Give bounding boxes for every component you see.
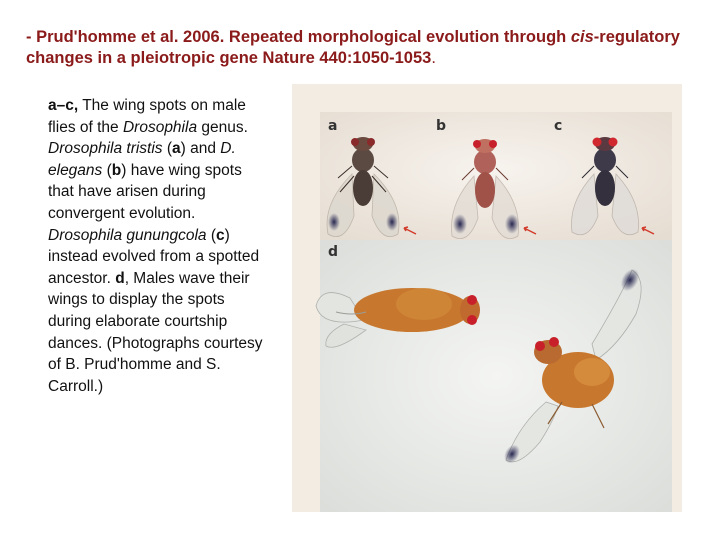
panel-label-a: a — [328, 118, 338, 134]
caption-text: ( — [162, 140, 173, 158]
caption-text: ( — [206, 226, 217, 244]
caption-text: ( — [102, 161, 112, 179]
title-period: . — [431, 49, 436, 67]
caption-label-c: c — [216, 226, 225, 244]
slide-title — [26, 27, 706, 69]
figure-caption — [48, 95, 263, 397]
panel-label-b: b — [436, 118, 447, 134]
caption-text: , Males wave their wings to display the spots during elaborate courtship dances. (Photographs courtesy of B. Prud'homme and S. Carroll.) — [48, 269, 263, 395]
caption-text: ) have wing spots that have arisen during convergent evolution. — [48, 161, 242, 222]
panel-d-background — [320, 240, 672, 512]
panel-label-d: d — [328, 244, 339, 260]
caption-genus: Drosophila — [122, 118, 198, 136]
caption-species-gunungcola: Drosophila gunungcola — [48, 226, 207, 244]
fly-photo-figure — [292, 84, 682, 512]
title-prefix: - Prud'homme et al. 2006. Repeated morphological evolution through — [26, 28, 571, 46]
caption-text: ) and — [180, 140, 221, 158]
caption-species-tristis: Drosophila tristis — [48, 140, 163, 158]
panel-label-c: c — [554, 118, 563, 134]
title-cis-word: cis — [570, 28, 594, 46]
caption-text: genus. — [197, 118, 248, 136]
caption-label-a: a — [172, 140, 181, 158]
caption-label-b: b — [111, 161, 122, 179]
fly-photographs — [292, 84, 682, 512]
caption-label-abc: a–c, — [48, 97, 79, 114]
title-suffix: -regulatory changes in a pleiotropic gene Nature 440:1050-1053 — [26, 28, 680, 67]
caption-text: ) instead evolved from a spotted ancestor. — [48, 226, 260, 287]
caption-label-d: d — [115, 269, 125, 287]
caption-species-elegans: D. elegans — [48, 140, 236, 179]
caption-text: The wing spots on male flies of the — [48, 97, 246, 136]
